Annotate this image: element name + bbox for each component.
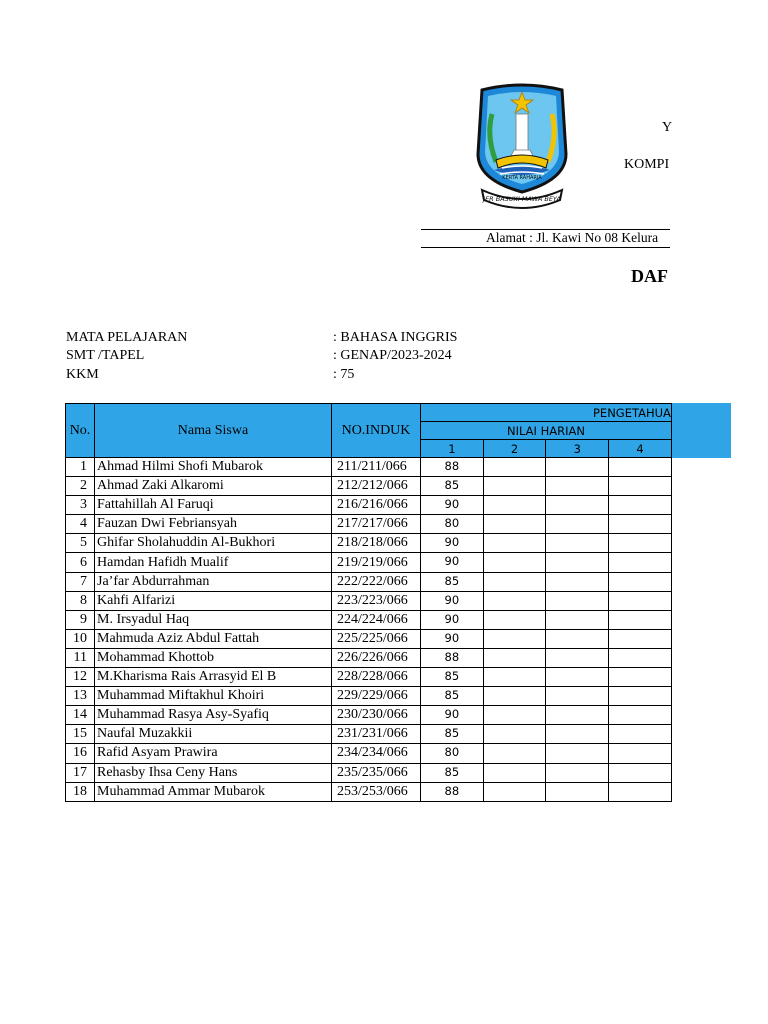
score-1: 85	[421, 763, 484, 782]
student-name: Muhammad Ammar Mubarok	[95, 782, 332, 801]
score-3	[546, 648, 609, 667]
student-name: Kahfi Alfarizi	[95, 591, 332, 610]
row-number: 14	[66, 706, 95, 725]
score-2	[483, 496, 546, 515]
header-line-1: Y	[662, 120, 673, 135]
student-induk: 234/234/066	[332, 744, 421, 763]
student-induk: 218/218/066	[332, 534, 421, 553]
score-1: 90	[421, 496, 484, 515]
document-title: DAF	[631, 266, 668, 286]
score-3	[546, 477, 609, 496]
score-2	[483, 648, 546, 667]
subcol-header-1: 1	[421, 440, 484, 458]
score-2	[483, 782, 546, 801]
score-1: 90	[421, 706, 484, 725]
score-1: 90	[421, 629, 484, 648]
table-row	[66, 572, 672, 591]
score-2	[483, 744, 546, 763]
row-number: 16	[66, 744, 95, 763]
row-number: 18	[66, 782, 95, 801]
score-4	[609, 763, 672, 782]
table-row	[66, 782, 672, 801]
score-2	[483, 629, 546, 648]
student-induk: 217/217/066	[332, 515, 421, 534]
student-induk: 231/231/066	[332, 725, 421, 744]
col-header-induk: NO.INDUK	[332, 404, 421, 458]
table-row	[66, 610, 672, 629]
score-2	[483, 477, 546, 496]
score-3	[546, 572, 609, 591]
header-line-2: KOMPI	[624, 157, 670, 172]
table-row	[66, 553, 672, 572]
table-row	[66, 629, 672, 648]
table-row	[66, 458, 672, 477]
score-4	[609, 496, 672, 515]
student-name: M. Irsyadul Haq	[95, 610, 332, 629]
score-2	[483, 610, 546, 629]
score-4	[609, 687, 672, 706]
score-4	[609, 477, 672, 496]
score-3	[546, 744, 609, 763]
score-2	[483, 591, 546, 610]
score-2	[483, 725, 546, 744]
score-2	[483, 534, 546, 553]
student-induk: 228/228/066	[332, 668, 421, 687]
table-row	[66, 496, 672, 515]
score-2	[483, 668, 546, 687]
subcol-header-4: 4	[609, 440, 672, 458]
student-name: Mahmuda Aziz Abdul Fattah	[95, 629, 332, 648]
row-number: 5	[66, 534, 95, 553]
student-name: Hamdan Hafidh Mualif	[95, 553, 332, 572]
score-2	[483, 553, 546, 572]
table-row	[66, 534, 672, 553]
table-row	[66, 744, 672, 763]
student-induk: 225/225/066	[332, 629, 421, 648]
student-induk: 223/223/066	[332, 591, 421, 610]
subject-value: : BAHASA INGGRIS	[333, 330, 458, 345]
score-4	[609, 458, 672, 477]
score-3	[546, 496, 609, 515]
score-4	[609, 572, 672, 591]
row-number: 13	[66, 687, 95, 706]
score-4	[609, 706, 672, 725]
address-text: Alamat : Jl. Kawi No 08 Kelura	[486, 230, 659, 245]
student-name: Mohammad Khottob	[95, 648, 332, 667]
semester-label: SMT /TAPEL	[66, 348, 145, 363]
score-4	[609, 629, 672, 648]
student-induk: 212/212/066	[332, 477, 421, 496]
group-header-pengetahuan: PENGETAHUA	[421, 404, 672, 422]
row-number: 11	[66, 648, 95, 667]
student-name: Fauzan Dwi Febriansyah	[95, 515, 332, 534]
row-number: 6	[66, 553, 95, 572]
emblem-text-top: KERTA RAHARJA	[502, 175, 542, 181]
student-induk: 229/229/066	[332, 687, 421, 706]
row-number: 2	[66, 477, 95, 496]
score-4	[609, 553, 672, 572]
col-header-no: No.	[66, 404, 95, 458]
table-row	[66, 591, 672, 610]
row-number: 4	[66, 515, 95, 534]
score-3	[546, 687, 609, 706]
student-name: Ahmad Zaki Alkaromi	[95, 477, 332, 496]
student-name: Naufal Muzakkii	[95, 725, 332, 744]
score-3	[546, 706, 609, 725]
score-1: 80	[421, 515, 484, 534]
score-1: 85	[421, 687, 484, 706]
score-1: 85	[421, 668, 484, 687]
score-3	[546, 782, 609, 801]
score-1: 85	[421, 725, 484, 744]
student-induk: 222/222/066	[332, 572, 421, 591]
score-4	[609, 534, 672, 553]
row-number: 1	[66, 458, 95, 477]
score-2	[483, 687, 546, 706]
score-3	[546, 725, 609, 744]
score-4	[609, 725, 672, 744]
row-number: 17	[66, 763, 95, 782]
table-row	[66, 706, 672, 725]
score-3	[546, 668, 609, 687]
row-number: 7	[66, 572, 95, 591]
header-fill-extension	[669, 403, 731, 458]
student-induk: 224/224/066	[332, 610, 421, 629]
table-row	[66, 687, 672, 706]
score-3	[546, 591, 609, 610]
score-2	[483, 458, 546, 477]
score-4	[609, 782, 672, 801]
col-header-name: Nama Siswa	[95, 404, 332, 458]
student-induk: 219/219/066	[332, 553, 421, 572]
student-name: M.Kharisma Rais Arrasyid El B	[95, 668, 332, 687]
score-1: 85	[421, 572, 484, 591]
student-name: Muhammad Rasya Asy-Syafiq	[95, 706, 332, 725]
score-2	[483, 572, 546, 591]
student-name: Rehasby Ihsa Ceny Hans	[95, 763, 332, 782]
table-row	[66, 725, 672, 744]
score-1: 88	[421, 648, 484, 667]
kkm-label: KKM	[66, 367, 99, 382]
student-induk: 235/235/066	[332, 763, 421, 782]
row-number: 3	[66, 496, 95, 515]
score-1: 90	[421, 591, 484, 610]
score-4	[609, 744, 672, 763]
score-1: 80	[421, 744, 484, 763]
score-4	[609, 610, 672, 629]
emblem-motto: JER BASUKI MAWA BEYA	[483, 195, 561, 203]
table-row	[66, 668, 672, 687]
score-1: 90	[421, 553, 484, 572]
student-name: Ahmad Hilmi Shofi Mubarok	[95, 458, 332, 477]
score-3	[546, 763, 609, 782]
score-1: 88	[421, 782, 484, 801]
row-number: 15	[66, 725, 95, 744]
score-2	[483, 706, 546, 725]
student-name: Rafid Asyam Prawira	[95, 744, 332, 763]
score-4	[609, 648, 672, 667]
row-number: 8	[66, 591, 95, 610]
grade-table	[65, 403, 672, 802]
score-3	[546, 629, 609, 648]
subject-label: MATA PELAJARAN	[66, 330, 188, 345]
student-induk: 226/226/066	[332, 648, 421, 667]
row-number: 12	[66, 668, 95, 687]
score-1: 85	[421, 477, 484, 496]
subcol-header-2: 2	[483, 440, 546, 458]
score-2	[483, 763, 546, 782]
score-3	[546, 610, 609, 629]
student-induk: 211/211/066	[332, 458, 421, 477]
address-rule-bottom	[421, 247, 670, 248]
score-3	[546, 553, 609, 572]
student-induk: 230/230/066	[332, 706, 421, 725]
student-name: Ghifar Sholahuddin Al-Bukhori	[95, 534, 332, 553]
student-name: Muhammad Miftakhul Khoiri	[95, 687, 332, 706]
table-row	[66, 515, 672, 534]
row-number: 9	[66, 610, 95, 629]
score-3	[546, 458, 609, 477]
table-row	[66, 648, 672, 667]
row-number: 10	[66, 629, 95, 648]
student-induk: 216/216/066	[332, 496, 421, 515]
score-3	[546, 534, 609, 553]
kkm-value: : 75	[333, 367, 355, 382]
table-row	[66, 763, 672, 782]
student-name: Fattahillah Al Faruqi	[95, 496, 332, 515]
score-3	[546, 515, 609, 534]
score-4	[609, 591, 672, 610]
student-induk: 253/253/066	[332, 782, 421, 801]
table-row	[66, 477, 672, 496]
subcol-header-3: 3	[546, 440, 609, 458]
student-name: Ja’far Abdurrahman	[95, 572, 332, 591]
semester-value: : GENAP/2023-2024	[333, 348, 452, 363]
score-1: 90	[421, 610, 484, 629]
score-4	[609, 515, 672, 534]
east-java-emblem	[474, 84, 570, 212]
score-2	[483, 515, 546, 534]
subgroup-header-nilai-harian: NILAI HARIAN	[421, 422, 672, 440]
score-4	[609, 668, 672, 687]
score-1: 88	[421, 458, 484, 477]
score-1: 90	[421, 534, 484, 553]
